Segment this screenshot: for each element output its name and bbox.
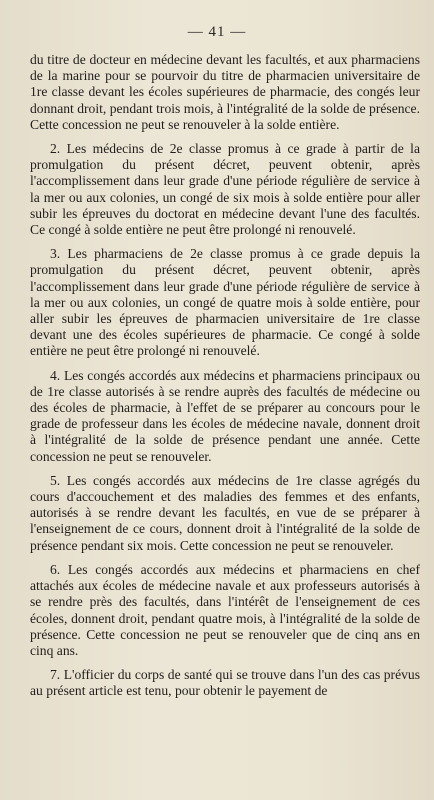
paragraph-6: 6. Les congés accordés aux médecins et pharmaciens en chef attachés aux écoles de médecine navale et aux professeurs autorisés à se rendre près des facultés, dans l'intérêt de l'enseignement de ces écoles, donnent droit, pendant quatre mois, à l'intégralité de la solde de présence. Cette concession ne peut se renouveler que de cinq ans en cinq ans. xyxy=(30,561,420,658)
document-body xyxy=(30,52,420,708)
page-number: — 41 — xyxy=(187,24,247,40)
paragraph-3: 3. Les pharmaciens de 2e classe promus à ce grade depuis la promulgation du présent décret, peuvent obtenir, après l'accomplissement dans leur grade d'une période régulière de service à la mer ou aux colonies, un congé de quatre mois à solde entière, pour aller subir les épreuves de pharmacien universitaire de 1re classe devant une des écoles supérieures de pharmacie. Ce congé à solde entière ne peut être prolongé ni renouvelé. xyxy=(30,246,420,359)
paragraph-continuation: du titre de docteur en médecine devant les facultés, et aux pharmaciens de la marine pour se pourvoir du titre de pharmacien universitaire de 1re classe devant les écoles supérieures de pharmacie, des congés leur donnant droit, pendant trois mois, à l'intégralité de la solde de présence. Cette concession ne peut se renouveler à la solde entière. xyxy=(30,52,420,132)
paragraph-7: 7. L'officier du corps de santé qui se trouve dans l'un des cas prévus au présent article est tenu, pour obtenir le payement de xyxy=(30,667,420,699)
paragraph-5: 5. Les congés accordés aux médecins de 1re classe agrégés du cours d'accouchement et des maladies des femmes et des enfants, autorisés à se rendre devant les facultés, en vue de se préparer à l'enseignement de ce cours, donnent droit à l'intégralité de la solde de présence pendant six mois. Cette concession ne peut se renouveler. xyxy=(30,472,420,553)
paragraph-2: 2. Les médecins de 2e classe promus à ce grade à partir de la promulgation du présent décret, peuvent obtenir, après l'accomplissement dans leur grade d'une période régulière de service à la mer ou aux colonies, un congé de six mois à solde entière pour aller subir les épreuves du doctorat en médecine devant l'une des facultés. Ce congé à solde entière ne peut être prolongé ni renouvelé. xyxy=(30,141,420,238)
paragraph-4: 4. Les congés accordés aux médecins et pharmaciens principaux ou de 1re classe autorisés à se rendre auprès des facultés de médecine ou des écoles de pharmacie, à l'effet de se préparer au concours pour le grade de professeur dans les écoles de médecine navale, donnent droit à l'intégralité de la solde de présence pendant une année. Cette concession ne peut se renouveler. xyxy=(30,367,420,464)
